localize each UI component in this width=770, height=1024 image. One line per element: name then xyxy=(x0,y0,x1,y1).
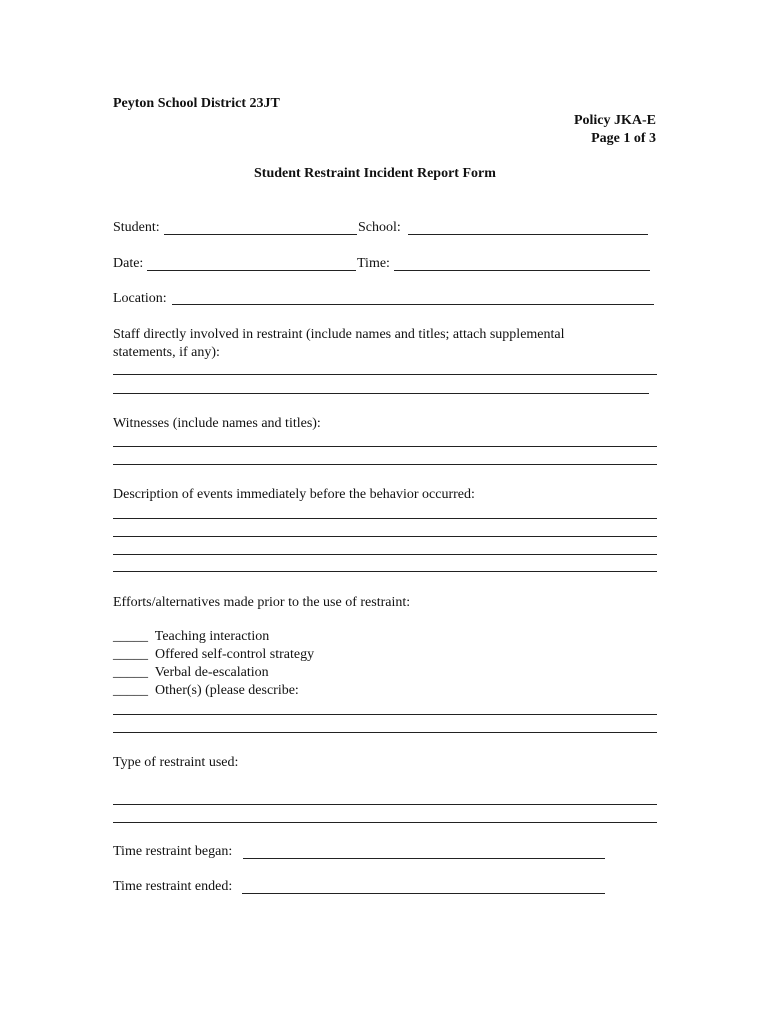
restraint-type-input-line[interactable] xyxy=(113,822,657,823)
time-began-label: Time restraint began: xyxy=(113,844,233,859)
time-ended-input-line[interactable] xyxy=(242,893,605,894)
school-input-line[interactable] xyxy=(408,234,648,235)
witnesses-label: Witnesses (include names and titles): xyxy=(113,416,321,431)
description-input-line[interactable] xyxy=(113,518,657,519)
date-label: Date: xyxy=(113,256,144,271)
staff-label-line2: statements, if any): xyxy=(113,345,220,360)
description-label: Description of events immediately before the behavior occurred: xyxy=(113,487,475,502)
staff-label-line1: Staff directly involved in restraint (include names and titles; attach supplemental xyxy=(113,327,565,342)
effort-option-verbal[interactable]: _____ Verbal de-escalation xyxy=(113,665,269,680)
time-label: Time: xyxy=(357,256,390,271)
description-input-line[interactable] xyxy=(113,536,657,537)
student-label: Student: xyxy=(113,220,160,235)
efforts-label: Efforts/alternatives made prior to the use of restraint: xyxy=(113,595,411,610)
time-began-input-line[interactable] xyxy=(243,858,605,859)
description-input-line[interactable] xyxy=(113,554,657,555)
description-input-line[interactable] xyxy=(113,571,657,572)
page-number: Page 1 of 3 xyxy=(591,131,656,146)
witnesses-input-line[interactable] xyxy=(113,446,657,447)
form-title: Student Restraint Incident Report Form xyxy=(254,166,496,181)
restraint-type-input-line[interactable] xyxy=(113,804,657,805)
effort-option-other[interactable]: _____ Other(s) (please describe: xyxy=(113,683,299,698)
location-label: Location: xyxy=(113,291,167,306)
witnesses-input-line[interactable] xyxy=(113,464,657,465)
time-ended-label: Time restraint ended: xyxy=(113,879,233,894)
time-input-line[interactable] xyxy=(394,270,650,271)
location-input-line[interactable] xyxy=(172,304,654,305)
school-label: School: xyxy=(358,220,401,235)
efforts-other-input-line[interactable] xyxy=(113,732,657,733)
staff-input-line[interactable] xyxy=(113,393,649,394)
effort-option-self-control[interactable]: _____ Offered self-control strategy xyxy=(113,647,315,662)
policy-number: Policy JKA-E xyxy=(573,113,656,128)
efforts-other-input-line[interactable] xyxy=(113,714,657,715)
date-input-line[interactable] xyxy=(147,270,356,271)
restraint-type-label: Type of restraint used: xyxy=(113,755,239,770)
district-name: Peyton School District 23JT xyxy=(113,96,280,111)
student-input-line[interactable] xyxy=(164,234,357,235)
effort-option-teaching[interactable]: _____ Teaching interaction xyxy=(113,629,270,644)
staff-input-line[interactable] xyxy=(113,374,657,375)
